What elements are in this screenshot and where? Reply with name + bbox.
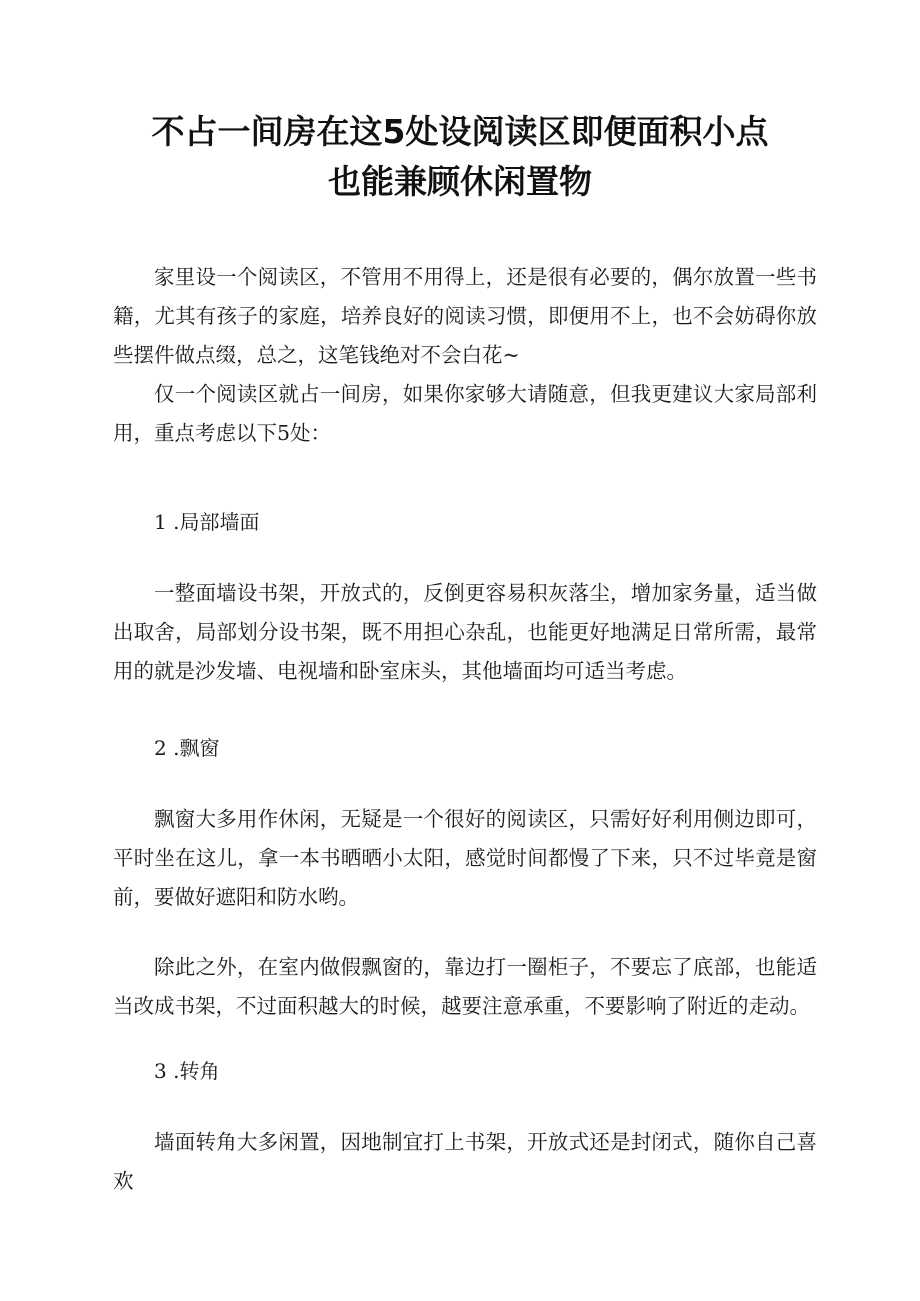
paragraph-intro: 家里设一个阅读区，不管用不用得上，还是很有必要的，偶尔放置一些书籍，尤其有孩子的家庭，培养良好的阅读习惯，即便用不上，也不会妨碍你放些摆件做点缀，总之，这笔钱绝对不会白花~ bbox=[113, 265, 817, 367]
section-heading-2: 2 .飘窗 bbox=[154, 736, 220, 760]
paragraph-section-3: 墙面转角大多闲置，因地制宜打上书架，开放式还是封闭式，随你自己喜欢 bbox=[113, 1130, 817, 1193]
paragraph-section-2a: 飘窗大多用作休闲，无疑是一个很好的阅读区，只需好好利用侧边即可，平时坐在这儿，拿一本书晒晒小太阳，感觉时间都慢了下来，只不过毕竟是窗前，要做好遮阳和防水哟。 bbox=[113, 807, 817, 909]
section-heading-1: 1 .局部墙面 bbox=[154, 510, 260, 534]
document-title-line-1: 不占一间房在这5处设阅读区即便面积小点 bbox=[151, 112, 769, 151]
paragraph-overview: 仅一个阅读区就占一间房，如果你家够大请随意，但我更建议大家局部利用，重点考虑以下5处： bbox=[113, 382, 817, 445]
section-heading-3: 3 .转角 bbox=[154, 1059, 220, 1083]
document-title-line-2: 也能兼顾休闲置物 bbox=[328, 162, 592, 201]
paragraph-section-1: 一整面墙设书架，开放式的，反倒更容易积灰落尘，增加家务量，适当做出取舍，局部划分设书架，既不用担心杂乱，也能更好地满足日常所需，最常用的就是沙发墙、电视墙和卧室床头，其他墙面均可适当考虑。 bbox=[113, 581, 817, 683]
paragraph-section-2b: 除此之外，在室内做假飘窗的，靠边打一圈柜子，不要忘了底部，也能适当改成书架，不过面积越大的时候，越要注意承重，不要影响了附近的走动。 bbox=[113, 955, 817, 1018]
